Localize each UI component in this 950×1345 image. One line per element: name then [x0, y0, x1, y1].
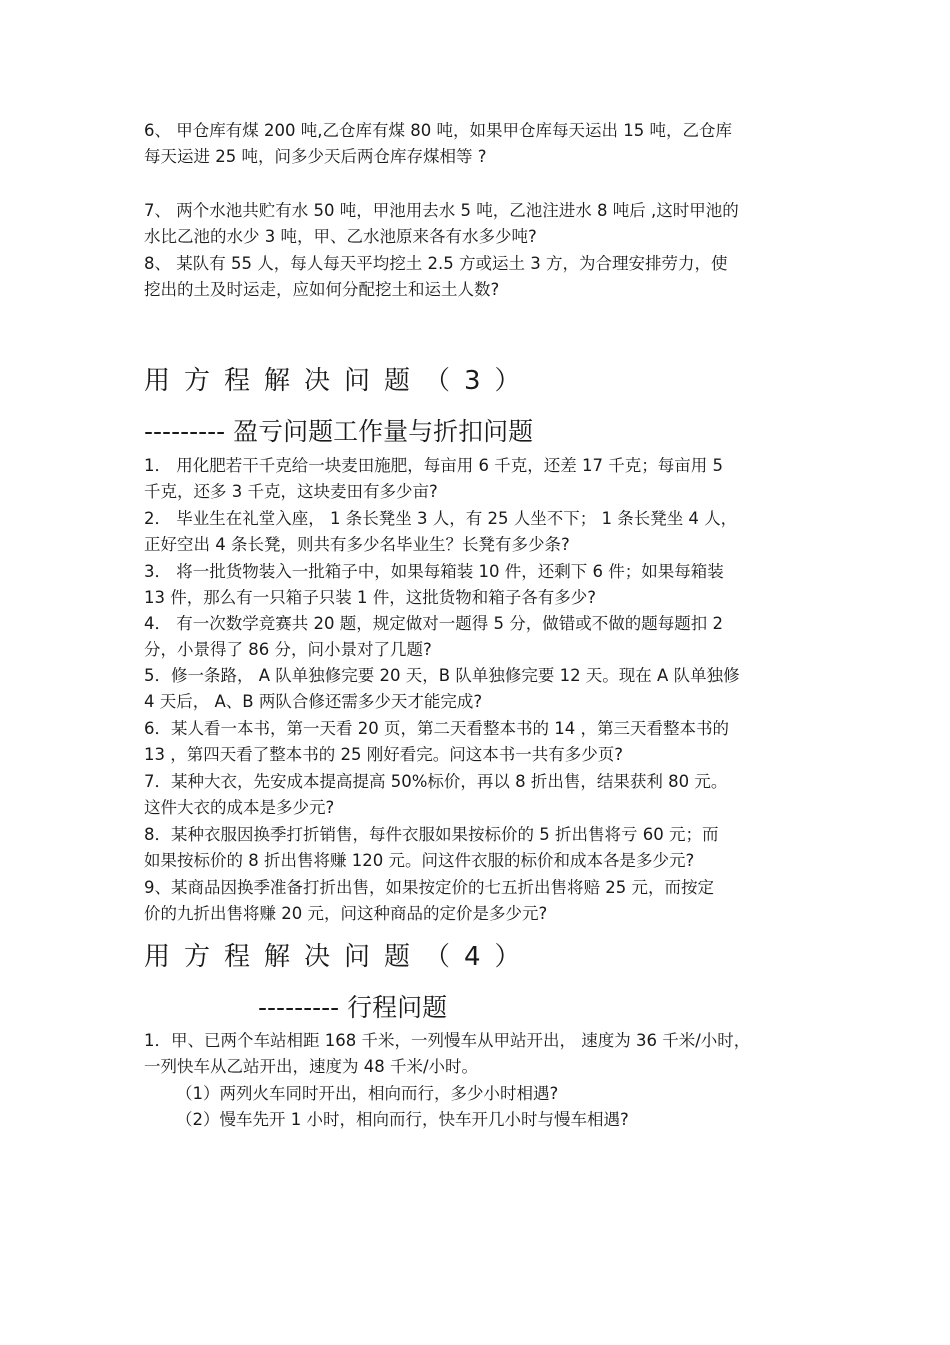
section-4-subtitle: --------- 行程问题	[258, 993, 448, 1022]
s3-problem-8-line-1: 8．某种衣服因换季打折销售，每件衣服如果按标价的 5 折出售将亏 60 元；而	[144, 825, 719, 844]
s3-problem-3	[144, 559, 808, 611]
problem-6	[144, 118, 808, 170]
problem-7-line-2: 水比乙池的水少 3 吨，甲、乙水池原来各有水多少吨?	[144, 227, 537, 246]
s3-problem-9-line-1: 9、某商品因换季准备打折出售，如果按定价的七五折出售将赔 25 元，而按定	[144, 878, 714, 897]
s3-problem-9-line-2: 价的九折出售将赚 20 元，问这种商品的定价是多少元?	[144, 904, 548, 923]
s3-problem-2-line-2: 正好空出 4 条长凳，则共有多少名毕业生？长凳有多少条?	[144, 535, 570, 554]
problem-7-line-1: 7、 两个水池共贮有水 50 吨，甲池用去水 5 吨，乙池注进水 8 吨后 ,这时甲池的	[144, 201, 739, 220]
section-3-title: 用方程解决问题（3）	[144, 366, 535, 396]
s3-problem-2	[144, 506, 808, 558]
s3-problem-4	[144, 611, 808, 663]
s3-problem-7	[144, 769, 808, 821]
s3-problem-2-line-1: 2． 毕业生在礼堂入座， 1 条长凳坐 3 人，有 25 人坐不下； 1 条长凳坐 4 人，	[144, 509, 738, 528]
s3-problem-6-line-1: 6．某人看一本书，第一天看 20 页，第二天看整本书的 14 ，第三天看整本书的	[144, 719, 729, 738]
section-3-subtitle: --------- 盈亏问题工作量与折扣问题	[144, 417, 534, 446]
s4-sub-question-1: （1）两列火车同时开出，相向而行，多少小时相遇?	[176, 1084, 559, 1103]
s3-problem-5-line-1: 5．修一条路， A 队单独修完要 20 天，B 队单独修完要 12 天。现在 A 队单独修	[144, 666, 740, 685]
s3-problem-7-line-2: 这件大衣的成本是多少元?	[144, 798, 335, 817]
problem-8	[144, 251, 808, 303]
s3-problem-8	[144, 822, 808, 874]
s4-problem-1-line-1: 1．甲、已两个车站相距 168 千米，一列慢车从甲站开出， 速度为 36 千米/小时，	[144, 1031, 751, 1050]
s3-problem-4-line-2: 分，小景得了 86 分，问小景对了几题?	[144, 640, 432, 659]
s3-problem-3-line-1: 3． 将一批货物装入一批箱子中，如果每箱装 10 件，还剩下 6 件；如果每箱装	[144, 562, 724, 581]
s3-problem-1-line-2: 千克，还多 3 千克，这块麦田有多少亩?	[144, 482, 438, 501]
s3-problem-5	[144, 663, 808, 715]
problem-6-line-2: 每天运进 25 吨，问多少天后两仓库存煤相等 ?	[144, 147, 487, 166]
section-4-title: 用方程解决问题（4）	[144, 942, 535, 972]
s3-problem-1-line-1: 1． 用化肥若干千克给一块麦田施肥，每亩用 6 千克，还差 17 千克；每亩用 5	[144, 456, 723, 475]
s3-problem-8-line-2: 如果按标价的 8 折出售将赚 120 元。问这件衣服的标价和成本各是多少元?	[144, 851, 695, 870]
problem-6-line-1: 6、 甲仓库有煤 200 吨,乙仓库有煤 80 吨，如果甲仓库每天运出 15 吨，乙仓库	[144, 121, 732, 140]
s4-problem-1	[144, 1028, 808, 1080]
s3-problem-3-line-2: 13 件，那么有一只箱子只装 1 件，这批货物和箱子各有多少?	[144, 588, 596, 607]
s3-problem-4-line-1: 4． 有一次数学竞赛共 20 题，规定做对一题得 5 分，做错或不做的题每题扣 2	[144, 614, 723, 633]
s4-sub-question-2: （2）慢车先开 1 小时，相向而行，快车开几小时与慢车相遇?	[176, 1110, 629, 1129]
problem-8-line-2: 挖出的土及时运走，应如何分配挖土和运土人数?	[144, 280, 500, 299]
s3-problem-5-line-2: 4 天后， A、B 两队合修还需多少天才能完成?	[144, 692, 483, 711]
s3-problem-1	[144, 453, 808, 505]
s3-problem-6	[144, 716, 808, 768]
s3-problem-7-line-1: 7．某种大衣，先安成本提高提高 50%标价，再以 8 折出售，结果获利 80 元。	[144, 772, 728, 791]
s4-problem-1-line-2: 一列快车从乙站开出，速度为 48 千米/小时。	[144, 1057, 479, 1076]
problem-7	[144, 198, 808, 250]
s3-problem-9	[144, 875, 808, 927]
problem-8-line-1: 8、 某队有 55 人，每人每天平均挖土 2.5 方或运土 3 方，为合理安排劳力，使	[144, 254, 728, 273]
s3-problem-6-line-2: 13 ，第四天看了整本书的 25 刚好看完。问这本书一共有多少页?	[144, 745, 623, 764]
